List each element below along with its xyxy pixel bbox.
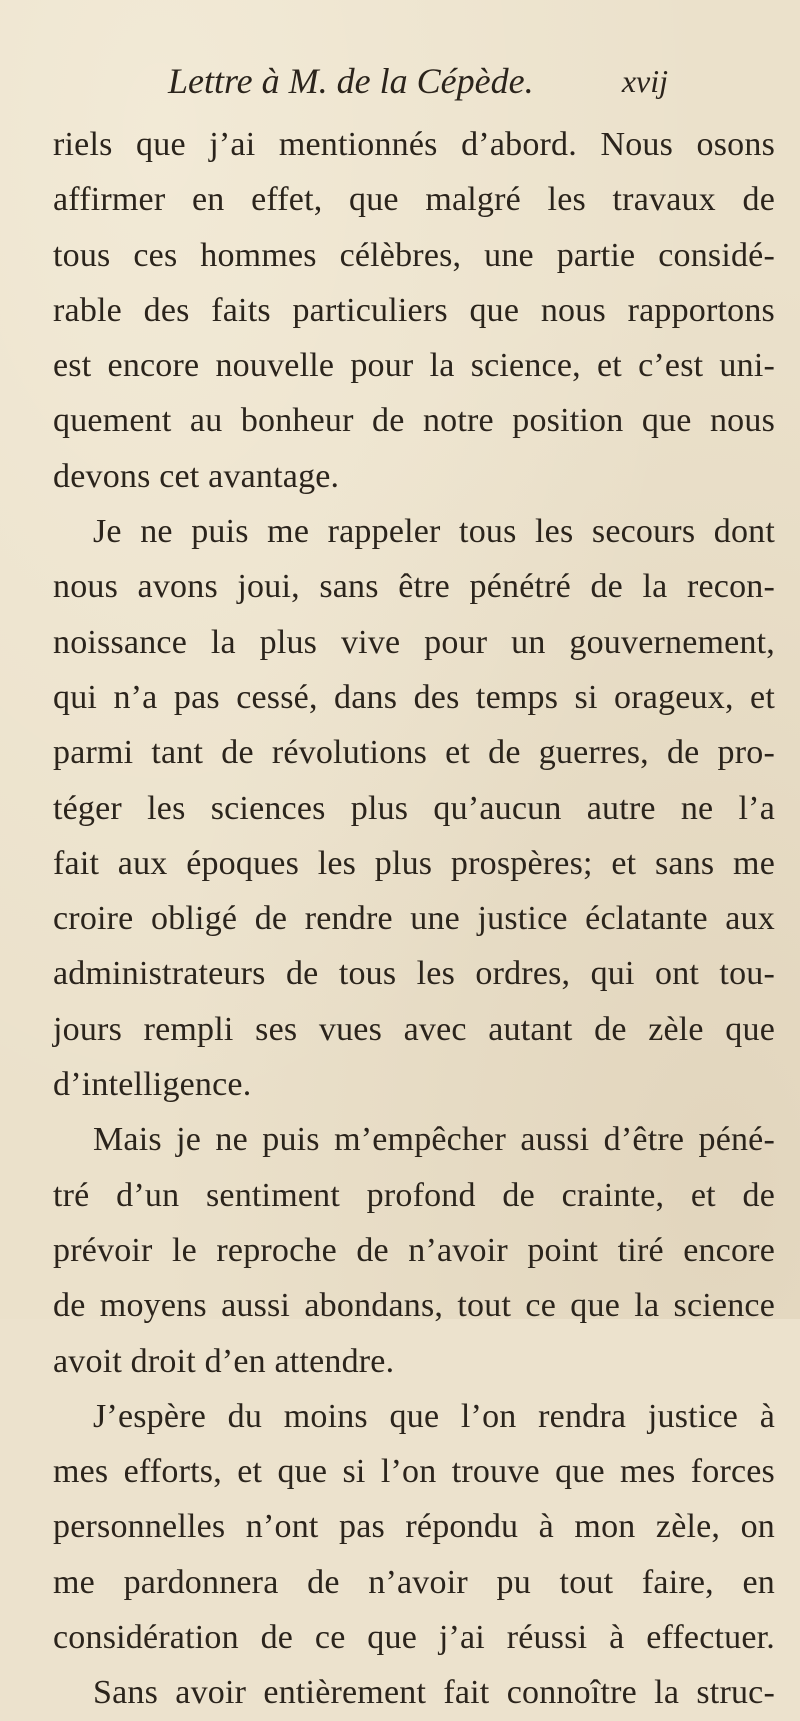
text-line: affirmer en effet, que malgré les travaux de (53, 181, 775, 219)
text-line: J’espère du moins que l’on rendra justice à (93, 1397, 775, 1435)
text-line: me pardonnera de n’avoir pu tout faire, en (53, 1563, 775, 1601)
text-line: d’intelligence. (53, 1066, 252, 1104)
text-line: riels que j’ai mentionnés d’abord. Nous osons (53, 126, 775, 163)
text-line: devons cet avantage. (53, 457, 340, 495)
text-line: jours rempli ses vues avec autant de zèle que (53, 1010, 775, 1048)
body-text (53, 117, 775, 1721)
text-line: mes efforts, et que si l’on trouve que mes forces (53, 1453, 775, 1491)
text-line: quement au bonheur de notre position que nous (53, 402, 775, 440)
text-line: nous avons joui, sans être pénétré de la recon- (53, 568, 775, 606)
page-number: xvij (621, 63, 668, 99)
text-line: qui n’a pas cessé, dans des temps si orageux, et (53, 678, 775, 716)
text-line: Mais je ne puis m’empêcher aussi d’être péné- (93, 1121, 775, 1159)
text-line: Sans avoir entièrement fait connoître la struc- (93, 1674, 775, 1712)
text-line: avoit droit d’en attendre. (53, 1342, 395, 1380)
running-head-title: Lettre à M. de la Cépède. (168, 61, 534, 101)
text-line: noissance la plus vive pour un gouvernement, (53, 623, 775, 661)
text-line: de moyens aussi abondans, tout ce que la science (53, 1287, 775, 1325)
running-head (150, 58, 668, 104)
text-line: parmi tant de révolutions et de guerres, de pro- (53, 734, 775, 772)
text-line: est encore nouvelle pour la science, et c’est uni- (53, 347, 775, 385)
text-line: Je ne puis me rappeler tous les secours dont (93, 513, 775, 551)
text-line: fait aux époques les plus prospères; et sans me (53, 844, 775, 882)
text-line: personnelles n’ont pas répondu à mon zèle, on (53, 1508, 775, 1546)
text-line: téger les sciences plus qu’aucun autre ne l’a (53, 789, 775, 827)
text-line: administrateurs de tous les ordres, qui ont tou- (53, 955, 775, 993)
text-line: tous ces hommes célèbres, une partie considé- (53, 236, 775, 274)
text-line: croire obligé de rendre une justice éclatante aux (53, 900, 775, 938)
text-line: rable des faits particuliers que nous rapportons (53, 291, 775, 329)
text-line: considération de ce que j’ai réussi à effectuer. (53, 1619, 775, 1657)
text-line: tré d’un sentiment profond de crainte, et de (53, 1176, 775, 1214)
text-line: prévoir le reproche de n’avoir point tiré encore (53, 1231, 775, 1269)
